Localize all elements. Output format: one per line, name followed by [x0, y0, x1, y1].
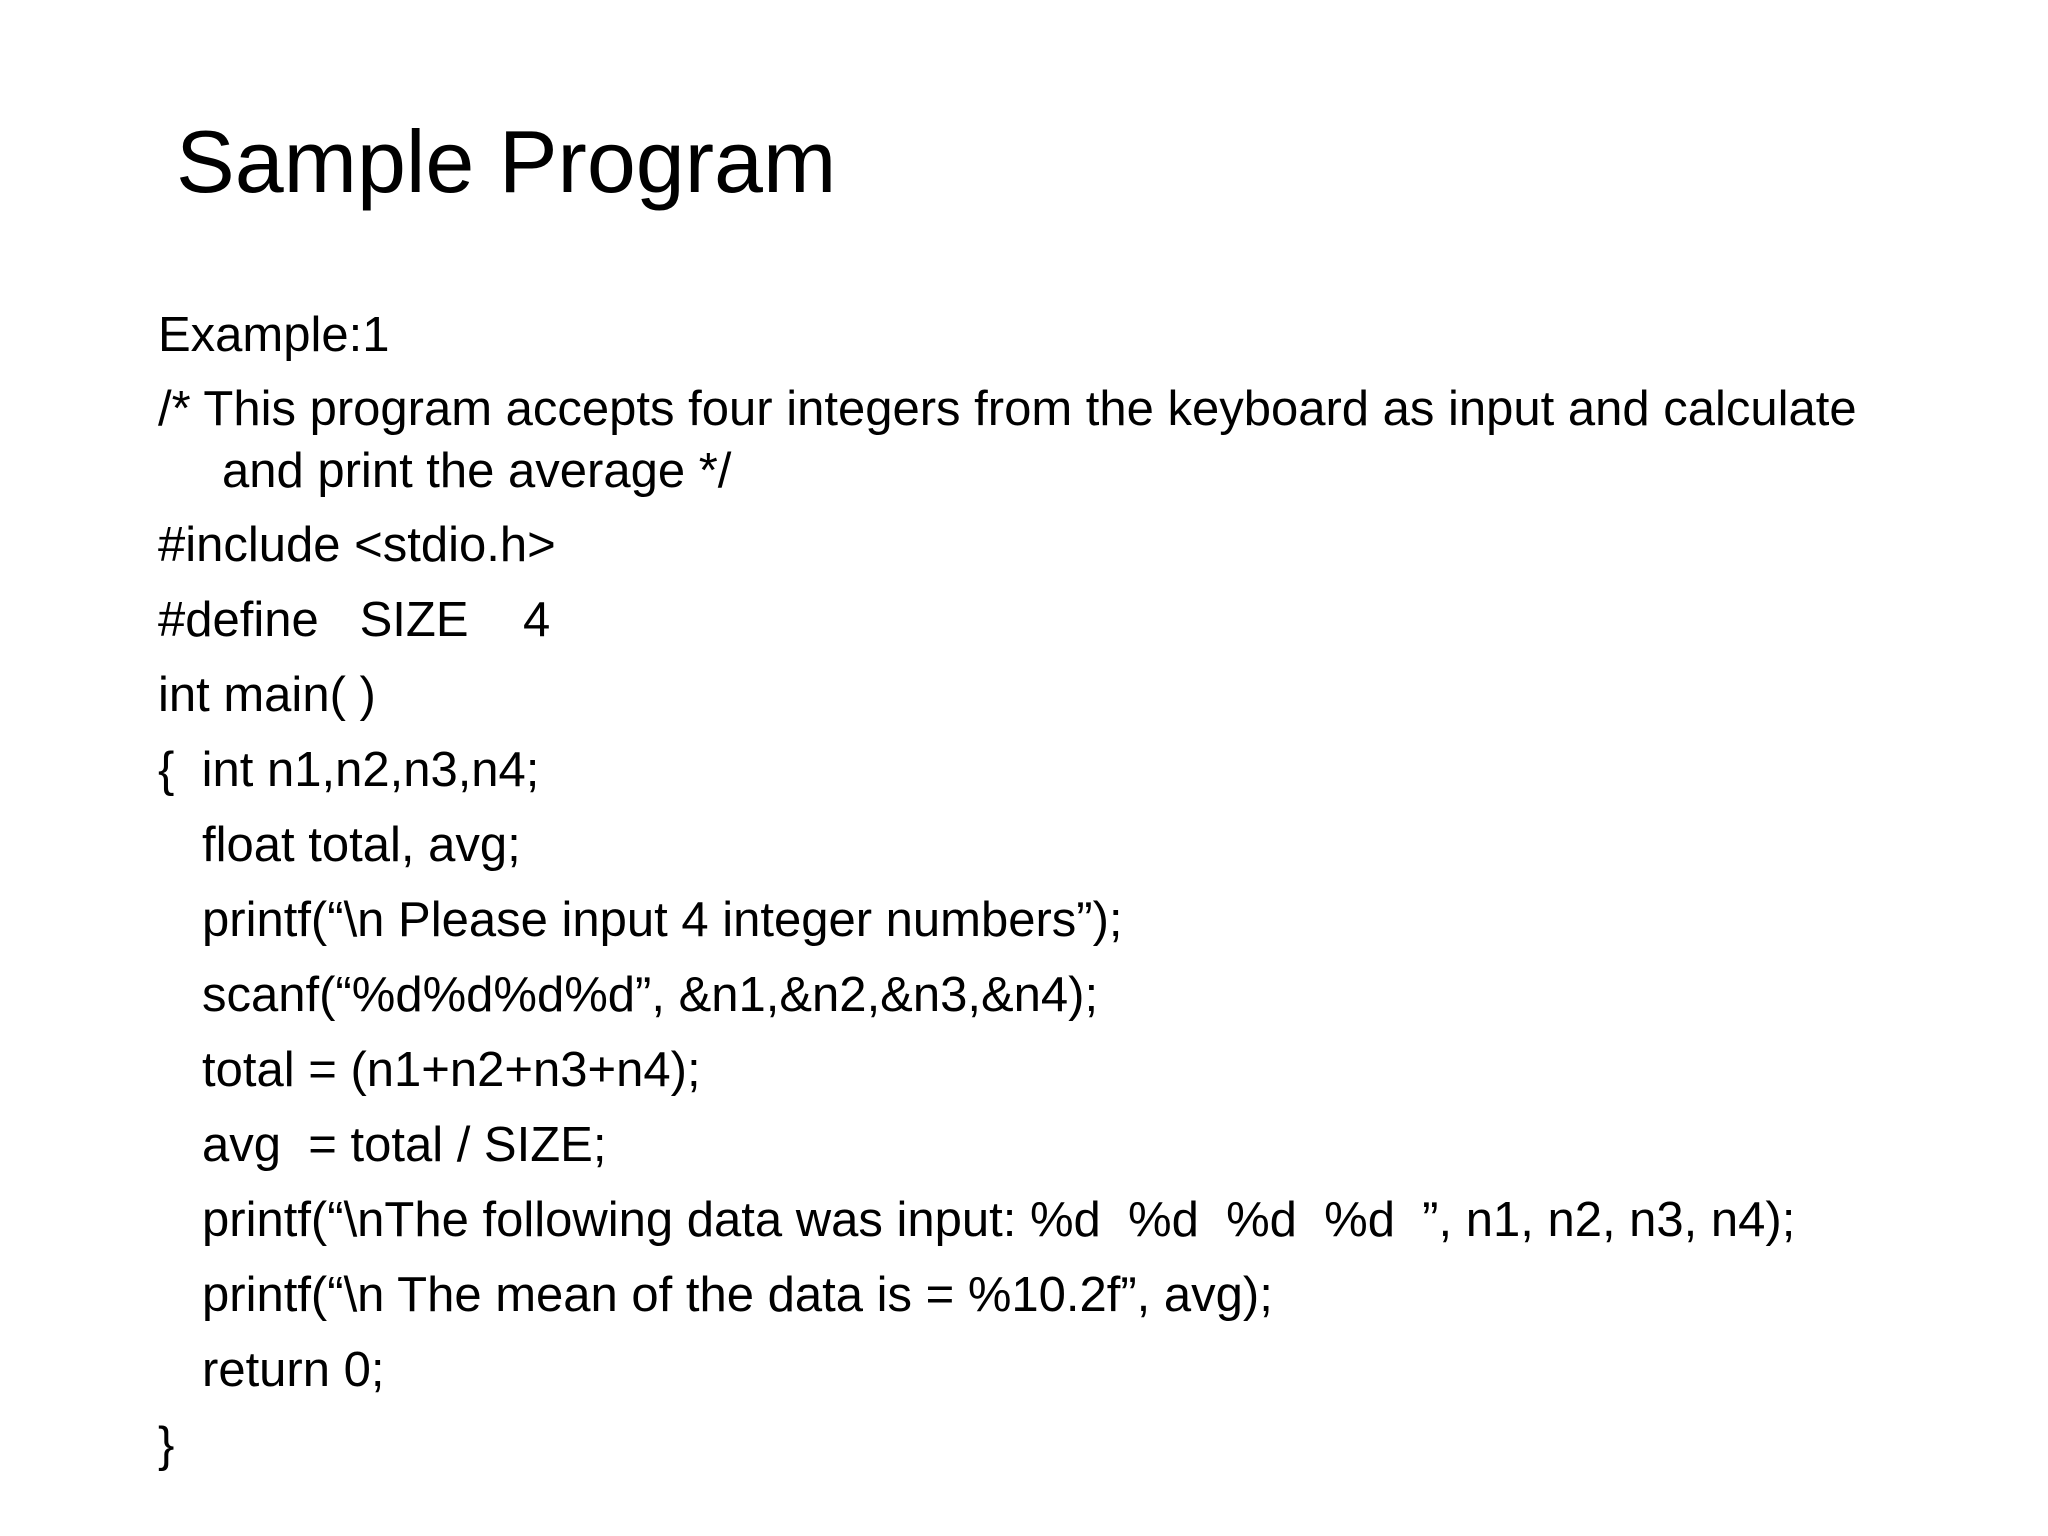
code-line-printf-mean: printf(“\n The mean of the data is = %10.2f”, avg); — [202, 1268, 1273, 1322]
slide-title: Sample Program — [176, 112, 837, 211]
code-line-include: #include <stdio.h> — [158, 518, 556, 572]
code-line-define: #define SIZE 4 — [158, 593, 551, 647]
code-line-float: float total, avg; — [202, 818, 521, 872]
code-line-scanf: scanf(“%d%d%d%d”, &n1,&n2,&n3,&n4); — [202, 968, 1099, 1022]
code-line-printf-data: printf(“\nThe following data was input: %d %d %d %d ”, n1, n2, n3, n4); — [202, 1193, 1796, 1247]
code-line-main: int main( ) — [158, 668, 376, 722]
example-label: Example:1 — [158, 308, 390, 362]
code-line-total: total = (n1+n2+n3+n4); — [202, 1043, 701, 1097]
code-line-return: return 0; — [202, 1343, 385, 1397]
comment-line-2: and print the average */ — [222, 444, 732, 498]
comment-line-1: /* This program accepts four integers from the keyboard as input and calculate — [158, 382, 1857, 436]
code-line-declare: { int n1,n2,n3,n4; — [158, 743, 540, 797]
code-line-printf-prompt: printf(“\n Please input 4 integer numbers”); — [202, 893, 1123, 947]
code-line-close-brace: } — [158, 1418, 175, 1472]
code-line-avg: avg = total / SIZE; — [202, 1118, 607, 1172]
